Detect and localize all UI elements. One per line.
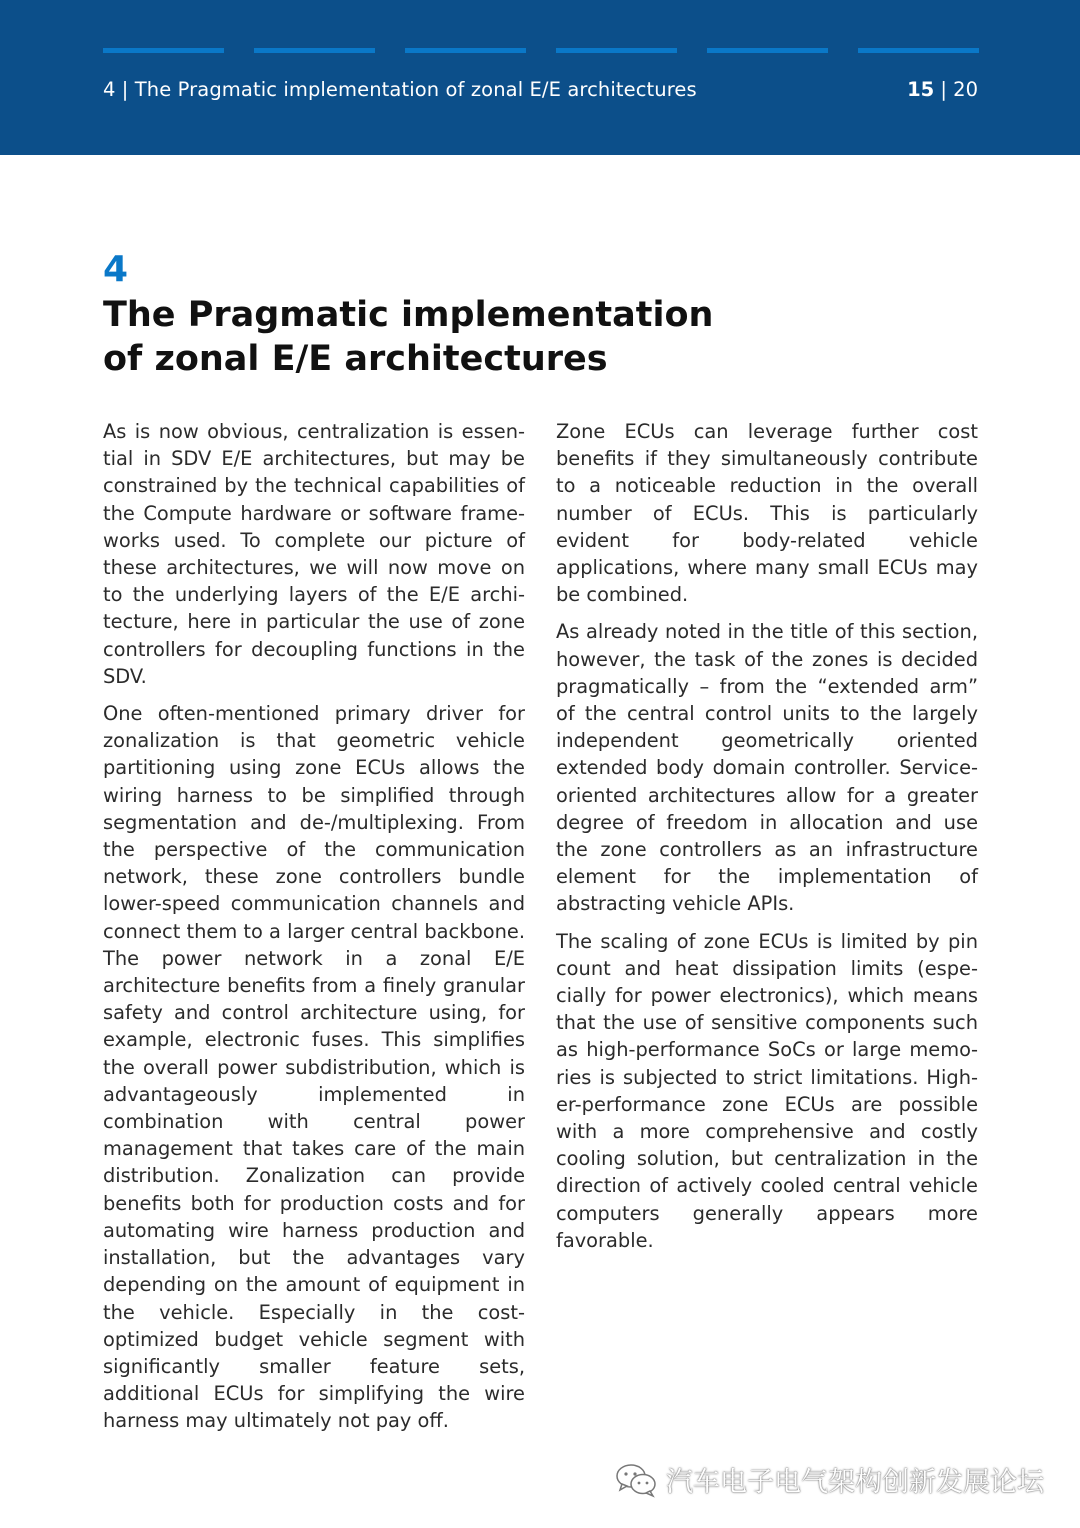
wechat-icon: [614, 1462, 658, 1498]
watermark-text: 汽车电子电气架构创新发展论坛: [666, 1467, 1044, 1498]
progress-segment: [707, 48, 828, 53]
progress-segment: [254, 48, 375, 53]
right-text-column: [556, 418, 978, 1264]
chapter-title: [103, 293, 803, 381]
chapter-title-line-2: of zonal E/E architectures: [103, 339, 608, 379]
body-paragraph: Zone ECUs can leverage further cost benefits if they simultaneously contribute to a noticeable reduction in the overall number of ECUs. This is particularly evident for body-related vehicle applications, where many small ECUs may be combined.: [556, 420, 978, 607]
current-page-number: 15: [907, 78, 935, 101]
running-header-title: 4 | The Pragmatic implementation of zonal E/E architectures: [103, 78, 697, 101]
page-indicator: [907, 78, 978, 101]
chapter-number: 4: [103, 249, 129, 290]
page-separator: |: [934, 78, 954, 101]
body-paragraph: One often-mentioned primary driver for zonalization is that geometric vehicle partitioning using zone ECUs allows the wiring harness to be simplified through segmentation and de-/multiplexing. From the perspective of the communication network, these zone controllers bundle lower-speed communication channels and connect them to a larger central backbone. The power network in a zonal E/E architecture benefits from a finely granular safety and control architecture using, for example, electronic fuses. This simplifies the overall power subdistribution, which is advantageously implemented in combination with central power management that takes care of the main distribution. Zonalization can provide benefits both for production costs and for automating wire harness production and installation, but the advantages vary depending on the amount of equipment in the vehicle. Especially in the cost-optimized budget vehicle segment with significantly smaller feature sets, additional ECUs for simplifying the wire harness may ultimately not pay off.: [103, 702, 525, 1433]
body-paragraph: As already noted in the title of this section, however, the task of the zones is decided pragmatically – from the “extended arm” of the central control units to the largely independent geometrically oriented extended body domain controller. Service-oriented architectures allow for a greater degree of freedom in allocation and use the zone controllers as an infrastructure element for the implementation of abstracting vehicle APIs.: [556, 620, 978, 916]
progress-segment: [103, 48, 224, 53]
progress-segment: [405, 48, 526, 53]
body-paragraph: As is now obvious, centralization is essential in SDV E/E architectures, but may be constrained by the technical capabilities of the Compute hardware or software frameworks used. To complete our picture of these architectures, we will now move on to the underlying layers of the E/E architecture, here in particular the use of zone controllers for decoupling functions in the SDV.: [103, 420, 525, 688]
body-paragraph: The scaling of zone ECUs is limited by pin count and heat dissipation limits (especially for power electronics), which means that the use of sensitive components such as high-performance SoCs or large memories is subjected to strict limitations. Higher-performance zone ECUs are possible with a more comprehensive and costly cooling solution, but centralization in the direction of actively cooled central vehicle computers generally appears more favorable.: [556, 929, 978, 1252]
chapter-title-line-1: The Pragmatic implementation: [103, 295, 714, 335]
left-text-column: [103, 418, 525, 1445]
total-pages: 20: [953, 78, 978, 101]
progress-segment: [858, 48, 979, 53]
section-progress-bar: [103, 48, 978, 54]
page-header: [0, 0, 1080, 155]
progress-segment: [556, 48, 677, 53]
watermark: [614, 1460, 1044, 1499]
